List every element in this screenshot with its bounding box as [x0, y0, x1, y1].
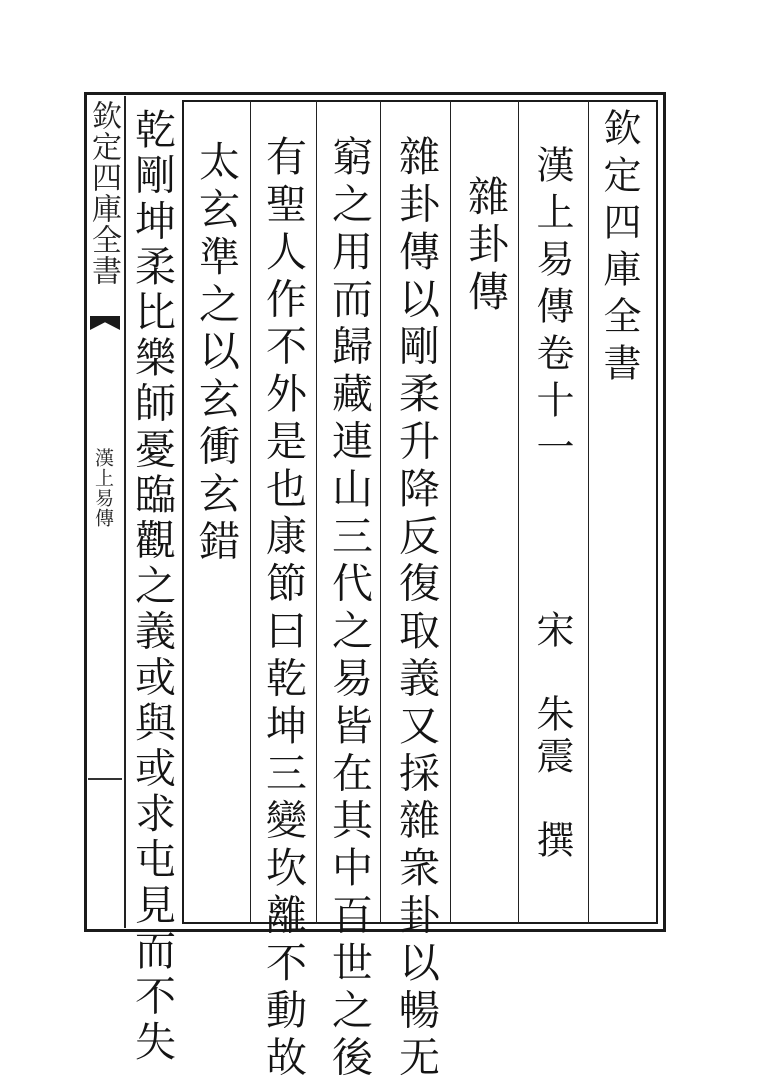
column-rule: [380, 100, 381, 924]
column-rule: [518, 100, 519, 924]
chapter-heading: 雜卦傳: [461, 175, 509, 318]
column-rule: [588, 100, 589, 924]
column-rule: [316, 100, 317, 924]
text-column: 乾剛坤柔比樂師憂臨觀之義或與或求屯見而不失: [128, 108, 176, 1066]
column-rule: [450, 100, 451, 924]
library-title: 欽定四庫全書: [597, 108, 641, 390]
volume-title: 漢上易傳卷十一: [530, 145, 574, 474]
text-column: 雜卦傳以剛柔升降反復取義又採雜衆卦以暢无: [392, 135, 440, 1083]
mouth-book-title: 欽定四庫全書: [86, 100, 121, 286]
mouth-mark: [88, 778, 122, 780]
text-column: 有聖人作不外是也康節曰乾坤三變坎離不動故: [259, 135, 307, 1083]
mouth-section-title: 漢上易傳: [92, 448, 114, 528]
text-column: 窮之用而歸藏連山三代之易皆在其中百世之後: [325, 135, 373, 1083]
text-column: 太玄準之以玄衝玄錯: [192, 140, 240, 567]
column-rule: [250, 100, 251, 924]
author-line: 宋 朱震 撰: [530, 610, 574, 862]
block-mouth-rule: [124, 96, 126, 928]
